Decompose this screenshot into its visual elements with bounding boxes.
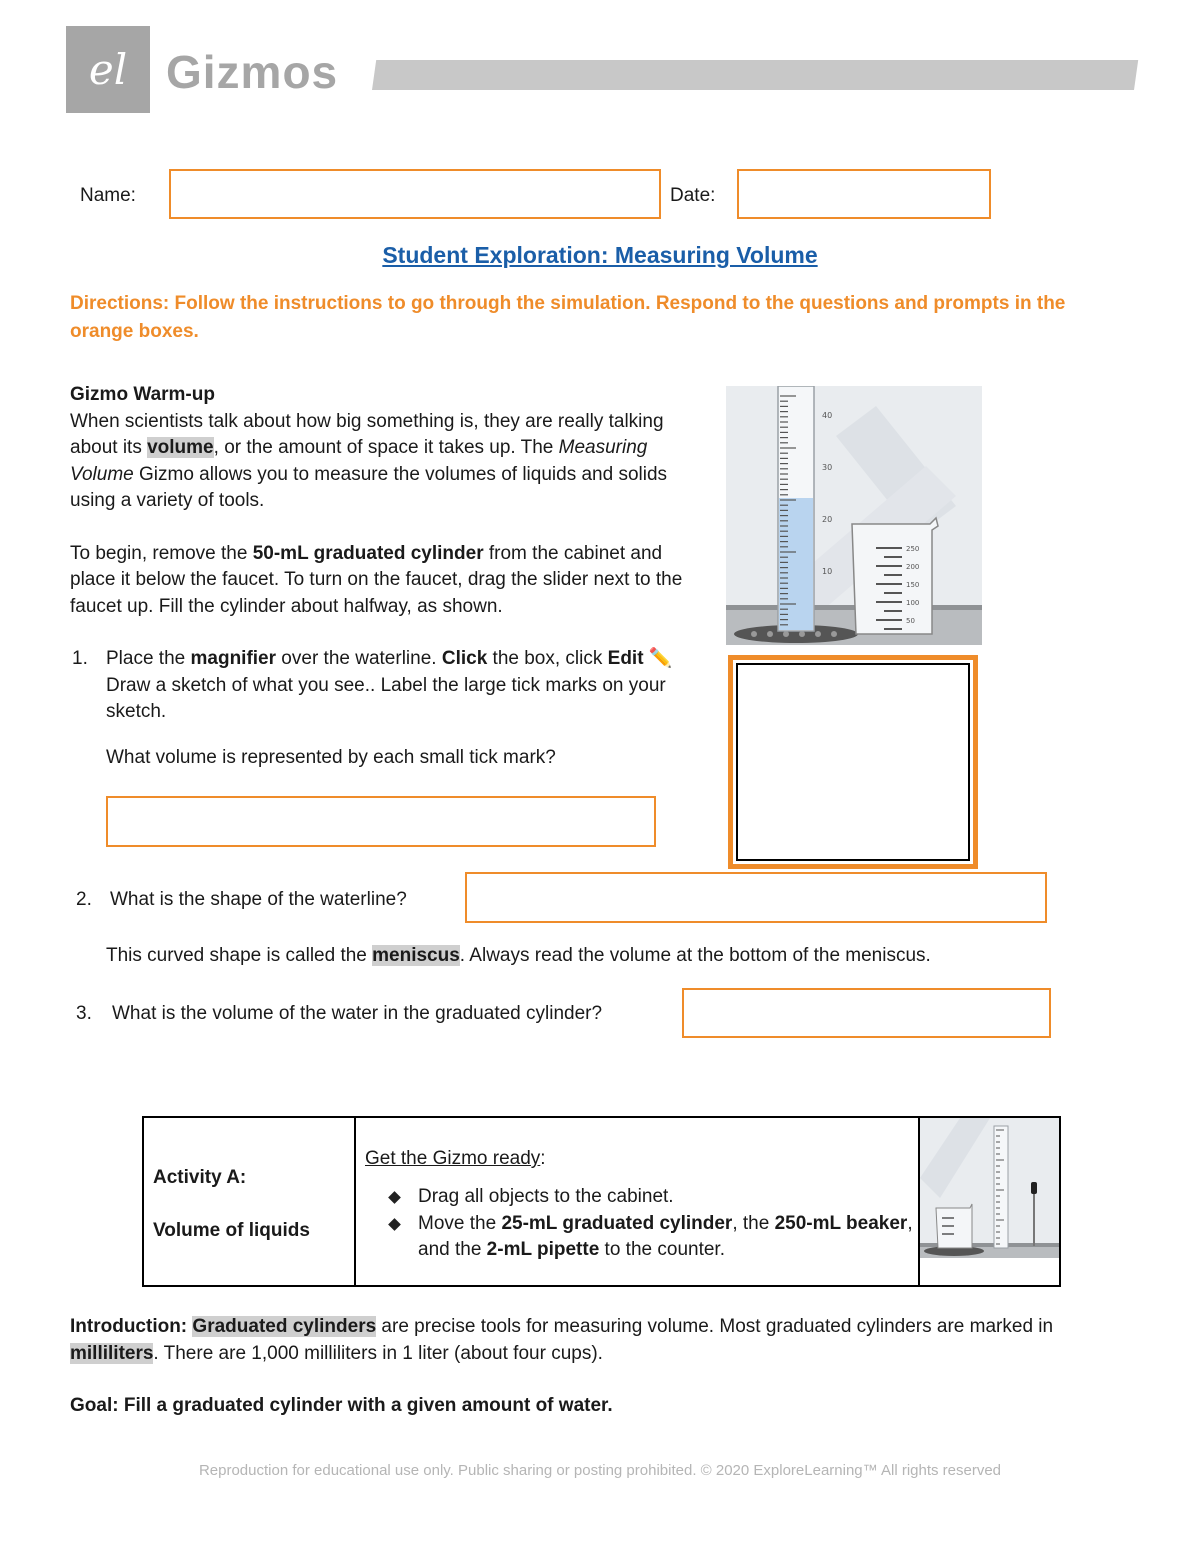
brand-name: Gizmos bbox=[166, 46, 339, 98]
list-item: Move the 25-mL graduated cylinder, the 250-mL beaker, and the 2-mL pipette to the counter. bbox=[418, 1211, 938, 1264]
q1-answer-field[interactable] bbox=[106, 796, 656, 847]
warmup-paragraph-2: To begin, remove the 50-mL graduated cylinder from the cabinet and place it below the faucet. To turn on the faucet, drag the slider next to the faucet up. Fill the cylinder about halfway, as shown. bbox=[70, 542, 683, 617]
activity-label-cell bbox=[144, 1118, 356, 1285]
q2-text: What is the shape of the waterline? bbox=[110, 889, 407, 910]
gizmo-cylinder-beaker-image bbox=[726, 386, 982, 645]
q1-number: 1. bbox=[72, 648, 88, 669]
q3-number: 3. bbox=[76, 1003, 92, 1024]
q2-answer-field[interactable] bbox=[465, 872, 1047, 923]
beaker-tick-label: 250 bbox=[906, 545, 920, 553]
activity-name: Volume of liquids bbox=[153, 1220, 310, 1241]
page-title: Student Exploration: Measuring Volume bbox=[382, 242, 818, 268]
beaker-tick-label: 200 bbox=[906, 563, 920, 571]
q3-answer-field[interactable] bbox=[682, 988, 1051, 1038]
directions: Directions: Follow the instructions to go through the simulation. Respond to the questions and prompts in the orange boxes. bbox=[70, 293, 1066, 342]
copyright-footer: Reproduction for educational use only. Public sharing or posting prohibited. © 2020 ExploreLearning™ All rights reserved bbox=[198, 1462, 1002, 1479]
warmup-paragraph-1: When scientists talk about how big something is, they are really talking about its volume, or the amount of space it takes up. The Measuring Volume Gizmo allows you to measure the volumes of liquids and solids using a variety of tools. bbox=[70, 410, 668, 511]
pencil-icon: ✏️ bbox=[648, 648, 673, 669]
cylinder-tick-label: 20 bbox=[822, 515, 833, 524]
cylinder-tick-label: 30 bbox=[822, 463, 833, 472]
explorelearning-logo-icon: el bbox=[88, 45, 128, 94]
warmup-section bbox=[70, 382, 710, 620]
activity-image-cell bbox=[920, 1118, 1059, 1285]
goal: Goal: Fill a graduated cylinder with a given amount of water. bbox=[70, 1395, 613, 1416]
list-item: Drag all objects to the cabinet. bbox=[418, 1184, 938, 1211]
cylinder-tick-label: 10 bbox=[822, 567, 833, 576]
cylinder-tick-label: 40 bbox=[822, 411, 833, 420]
beaker-tick-label: 50 bbox=[906, 617, 915, 625]
introduction: Introduction: Graduated cylinders are precise tools for measuring volume. Most graduated cylinders are marked in milliliters. There are 1,000 milliliters in 1 liter (about four cups). bbox=[70, 1316, 1054, 1364]
beaker-tick-label: 100 bbox=[906, 599, 920, 607]
activity-instructions-cell bbox=[356, 1118, 920, 1285]
q3-text: What is the volume of the water in the graduated cylinder? bbox=[112, 1003, 603, 1024]
q1-text: Place the magnifier over the waterline. Click the box, click Edit ✏️ Draw a sketch of what you see.. Label the large tick marks on your sketch. bbox=[106, 648, 673, 722]
activity-label: Activity A: bbox=[153, 1167, 247, 1188]
date-field[interactable] bbox=[737, 169, 991, 219]
activity-table bbox=[142, 1116, 1061, 1287]
q2-number: 2. bbox=[76, 889, 92, 910]
sketch-canvas[interactable] bbox=[736, 663, 970, 861]
q1-subquestion: What volume is represented by each small tick mark? bbox=[106, 747, 556, 768]
date-label: Date: bbox=[670, 185, 716, 206]
activity-steps bbox=[368, 1184, 938, 1264]
gizmo-activity-image bbox=[920, 1118, 1059, 1258]
beaker-tick-label: 150 bbox=[906, 581, 920, 589]
meniscus-note: This curved shape is called the meniscus. Always read the volume at the bottom of the meniscus. bbox=[106, 945, 931, 966]
name-label: Name: bbox=[80, 185, 136, 206]
gizmo-ready-heading: Get the Gizmo ready: bbox=[365, 1148, 546, 1169]
name-field[interactable] bbox=[169, 169, 661, 219]
sketch-box[interactable] bbox=[728, 655, 978, 869]
brand-bar bbox=[372, 60, 1138, 90]
warmup-heading: Gizmo Warm-up bbox=[70, 384, 215, 405]
